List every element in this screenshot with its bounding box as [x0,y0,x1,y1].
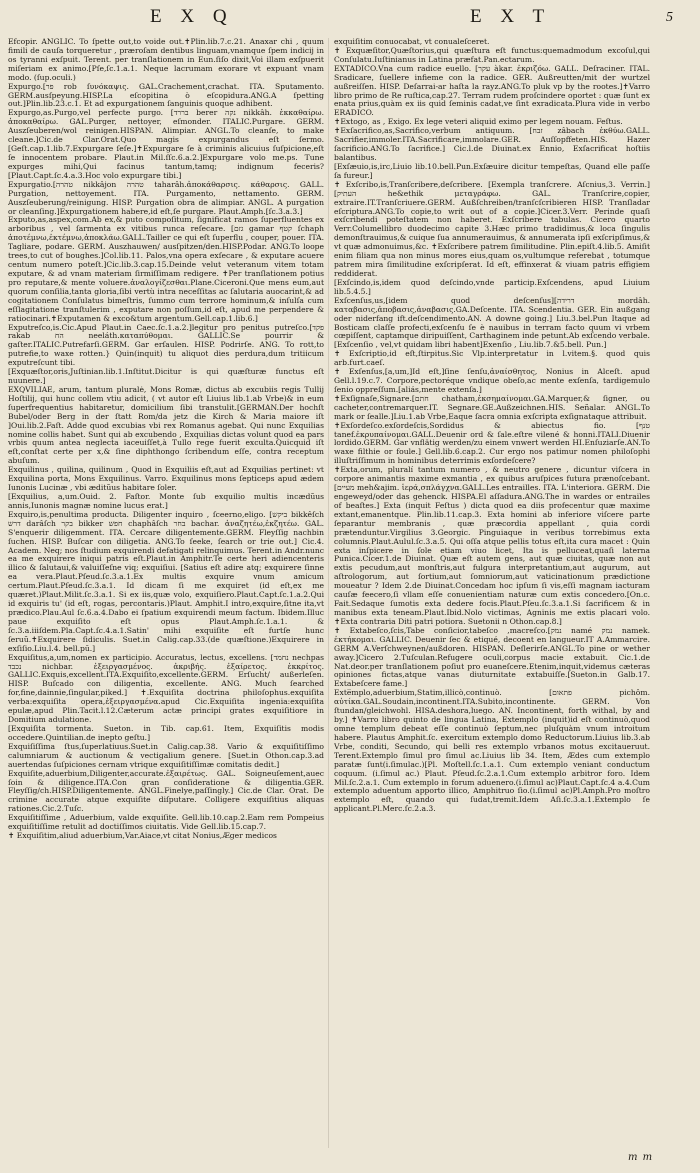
dictionary-entry: exquiſitim conuocabat, vt conualeſceret. [334,38,490,46]
dictionary-entry: Exquilinus , quilina, quilinum , Quod in Exquiliis eſt,aut ad Exquilias pertinet: vt Exquilina porta, Mons Exquilinus. Varro. Exquilinus mons ſepticeps apud ædem Iunonis Lucinæ , vbi æditũus habitare ſoler. [8,465,324,493]
dictionary-entry: ✝ Exſcriptio,id eſt,ſtirpitus.Sic Vlp.interpretatur in l.vitem.§. quod quis arb.furt.caeſ. [334,349,650,368]
dictionary-entry: Exquiſite,aduerbium,Diligenter,accurate.ἐξαιρέτως. GAL. Soigneuſement,auec ſoin & diligence.ITA.Con gran conſideratione & diligentia.GER. Fleyſſig/ch.HISP.Diligentemente. ANGL.Finelye,paſſingly.] Cic.de Clar. Orat. De crimine accurate atque exquiſite diſputare. Colligere exquiſitius aliquas rationes.Cic.2.Tuſc. [8,768,324,814]
dictionary-entry: ✝ Extabeſco,ſcis,Tabe conſicior,tabeſco ,macreſco.[נמק namé נמק namek. ἐκτήκομαι. GALLIC. Deuenir ſec & etiqué, decoent en langueur.IT A.Ammarcire. GERM A.Verſchweynen/außdoren. HISPAN. Deſlerirſe.ANGL.To pine or wether away.]Cicero 2.Tuſculan.Refugere oculi,corpus macie extabuit. Cic.1.de Nat.deor.per tranſlationem poſiut pro euaneſcere.Etenim,inquit,videmus cæteras opiniones fictas,atque vanas diuturnitate extabuiſſe.[Sueton.in Galb.17. Extabeſcere fame.] [334,625,650,689]
dictionary-entry: ✝Exſignaſe,Signare.[חתם chatham,ἐκσημαίνομαι.GA.Marquer,& ſigner, ou cacheter,contremarquer.IT. Segnare.GE.Außzeichnen.HIS. Señalar. ANGL.To mark or ſealle.]Liu.1.ab Vrbe,Eaque ſacra omnia exſcripta exſignataque attribuit. [334,393,650,421]
header-right-guide-word: E X T [470,6,552,27]
signature-mark: m m [628,1152,654,1163]
right-column [334,38,650,1148]
dictionary-entry: Exquiſiſſima ſtus,ſuperlatiuus.Suet.in Calig.cap.38. Vario & exquiſitiſſimo calumniarum & auctionum & vectigalium genere. [Suet.in Othon.cap.3.ad auertendas ſuſpiciones cernam vtrique exquiſitiſſimæ comitatis dedit.] [8,741,324,769]
dictionary-entry: [Exſcenſio , vel,vt quidam libri habent]Exenſio , Liu.lib.7.&5.bell. Pun.] [334,340,607,350]
dictionary-entry: [Exquæſtor,oris,Juſtinian.lib.1.Inſtitut.Dicitur is qui quæſturæ functus eſt nuunere.] [8,367,324,386]
dictionary-entry: [Exſæuio,is,irc,Liuio lib.10.bell.Pun.Exſæuire dicitur tempeſtas, Quand elle paſſe ſa fureur.] [334,161,650,180]
dictionary-entry: Exquiſitus,a,um,nomen ex participio. Accuratus, lectus, excellens. [נחמד nechpas נכבד nichbar. ἐξειργασμένος. ἀκριβής. ἐξαίρετος. ἐκκρίτος. GALLIC.Exquis,excellent.ITA.Exquiſito,excellente.GERM. Erſucht/ außerleſen. HISP. Buſcado con diligentia, excellente. ANG. Much ſearched for,fine,dainnie,ſingular,piked.] ✝.Exquiſita doctrina philoſophus.exquiſita verba:exquiſita opera,ἐξειργασμένα.apud Cic.Exquiſita ingenia:exquiſita epulæ,apud Plin.Tacit.l.12.Cæterum actæ principi grates exquiſitiore in Domitium adulatione. [8,652,324,725]
dictionary-entry: Expurgo.[פר rob ſυνόκαψις. GAL.Crachement,crachat. ITA. Sputamento. GERM.ausſpeyung.HISP.La eſcopitina ò eſcopidura.ANG.A ſpetting out.]Plin.lib.23.c.1. Et ad expurgationem ſanguinis quoque adhibent. [8,81,324,109]
dictionary-entry: [Exquiſita tormenta. Sueton. in Tib. cap.61. Item, Exquiſitis modis occedere.Quintilian.de inepto geſtu.] [8,723,324,742]
dictionary-entry: ✝Extogo, as , Exigo. Ex lege veteri aliquid eximo per legem nouam. Feſtus. [334,117,623,127]
dictionary-entry: ✝Exta,orum, pluralí tantum numero , & neutro genere , dicuntur viſcera in corpore animantis maxime exmantia , ex quibus aruſpices futura prænoſcebant. [מעיים meh&ajim. ἱερά,σπλάγχνα.GALL.Les entrailles. ITA. L'interiora. GERM. Die engeweyd/oder das gehenck. HISPA.El aſſadura.ANG.The in wardes or entrailes of beaſtes.] Exta (inquit Feſtus ) dicta quod ea diis profecentur quæ maxime extant,emanentque. Plin.lib.11.cap.3. Exta homini ab inferiore viſcere parte ſeparantur membranis , quæ præcordia appellant , quia cordi prætenduntur.Virgilius 3.Georgic. Pinguiaque in veribus torrebimus exta columnis.Plaut.Aulul.ſc.3.a.5. Qui oſſa atque pellis totus eſt,ita cura macet : Quin exta inſpicere in ſole etiam viuo licet, Ita is pelluceat,quaſi laterna Punica.Cicer.1.de Diuinat. Quæ eſt autem gens, aut quæ ciuitas, quæ non aut extis pecudum,aut monſtris,aut fulgura interpretantium,aut augurum, aut aſtrologorum, aut ſortium,aut ſomniorum,aut vaticinationum prædictione moueatur ? Idem 2.de Diuinat.Concedam hoc ipſum ſi vis,eſſi magnam iacturam cauſæ feecero,ſi vllam eſſe conuenientiam naturæ cum extis concedero.[On.c. Fait.Sedaque ſumotis exta dedere focis.Plaut.Pſeu.ſc.3.a.1.Si ſacrificem & in manibus exta teneam.Plaut.Ibid.Nolo victimas, Agninis me extis placari volo. ✝Exta contraria Diti patri potiora. Suetonii n Othon.cap.8.] [334,465,650,626]
dictionary-entry: [Exquilius, a,um.Ouid. 2. Faſtor. Monte ſub exquilio multis incædũus annis,Iunonis magnæ nomine lucus erat.] [8,492,324,510]
dictionary-entry: EXTADICO.Vna cum radice euello. [עקר àkar. ἐκριζόω. GALL. Deſraciner. ITAL. Sradicare, ſuellere infieme con la radice. GER. Außreutten/mit der wurtzel außreiſſen. HISP. Deſarrai-ar haſta la rayz.ANG.To pluk vp by the rootes.]✝Varro libro primo de Re ruſtica,cap.27. Terram rudem proſcindere oportet : quæ ſunt ex enata prius,quàm ex iis quid ſeminis cadat,ve ſint exradicata.Plura vide in verbo ERADICO. [334,63,650,118]
dictionary-entry: [Exſcindo,is,idem quod deſcindo,vnde particip.Exſcendens, apud Liuium lib.5.4.5.] [334,277,650,296]
dictionary-entry: EXQVILIAE, arum, tantum pluralė, Mons Romæ, dictus ab excubiis regis Tullij Hoſtilij, qui hunc collem vtiu adicit, ( vt autor eſt Liuius lib.1.ab Vrbe)& in eum ſuperfrequentius habitaretur, domicilium ſibi transtulit.[GERMAN.Der hochſt Bubel/oder Berg in der ſtatt Rom/da jetz die Kirch & Maria maiore iſt ]Oui.lib.2.Faſt. Adde quod excubias vbi rex Romanus agebat. Qui nunc Exquilias nomine collis habet. Sunt qui ab excubendo , Exquilias dictas volunt quod ea pars vrbis quum antea neglecta iaceuiſſet,à Tullo rege fuerit exculta.Quicquid iſt eſt,conſtat certe per x,& ſine diphthongo ſcribendum eſſe, contra receptum abuſum. [8,384,324,466]
dictionary-entry: Exſcenſus,us,[idem quod deſcenſus][דרידה mordâh. καταβασις,ἀποβασις,ἀναβασις.GA.Deſcente. ITA. Scendentia. GER. Ein außgang oder niderfang ift.deſcendimento.AN. A downe going.] Liu.3.bel.Pun Itaque ad Bosticam claſſe profecti,exſcenſu ſe è nauibus in terram facto quum vi vrbem cœpiſſent, captamque diripuiſſent, Carthaginem inde petunt.Ab exſcendo verbale. [334,295,650,341]
dictionary-entry: Expurgatio.[טהרה nikkâjon טהרה taharâh.ἀποκάθαρσις. κάθαρσις. GALL. Purgation, nettoyement. ITA. Purgamento, nettamento. GERM. Auszſeuberung/reinigung. HISP. Purgation obra de alimpiar. ANGL. A purgation or cleanſing.]Expurgationem habere,id eſt,ſe purgare. Plaut.Amph.[ſc.3.a.3.] [8,179,324,216]
dictionary-entry: ✝ Exſcribo,is,Tranſcribere,deſcribere. [Exempla tranſcrere. Aſcnius,3. Verrin.] [העתיק he&ethik μεταγράφω. GAL. Tranſcrire,copier, extraire.IT.Tranſcriuere.GERM. Außſchreiben/tranſcſcribieren HISP. Tranſladar eſcriptura.ANG.To copie,to writ out of a copie.]Cicer.3.Verr. Perinde quaſi exſcribendi poteſtatem non haberet. Exſcribere tabulas. Cicero quarto Verr.Columellibro duodecimo capite 3.Hæc primo tradidimus,& loca ſingulis demonſtrauimus,& cuique ſua annumerauimus, & annumerata ipſi exſcripſimus,& vt quæ admonuimus,&c. ✝Exſcribere patrem ſimilitudine. Plin.epiſt.4.lib.5. Amiſit enim filiam qua non minus mores eius,quam os,vultumque referebat , totumque patrem mira ſimilitudine exſcripſerat. Id eſt, effinxerat & viuam patris effigiem reddiderat. [334,179,650,278]
dictionary-entry: Exquiro,is,penultima producta. Diligenter inquiro , ſceerno,eligo. [ביקש bikkêſch דרש darâſch בקר bikker חפש chaphâſch בחר bachar. ἀναζητέω,ἐκζητέω. GAL. S'enquerir diligemment. ITA. Cercare diligentemente.GERM. Fleyſſig nachbin ſuchen. HISP. Buſcar con diligetia. ANG.To ſeeke, ſearch or trie out.] Cic.4. Academ. Neq; nos ſtudium exquirendi defatigati relinquimus. Terent.in Andr.nunc ea me exquirere iniqui patris eſt.Plaut.in Amphitr.Te certe heri adiencenteris illico & ſalutaui,& valuiſſeſne viq; exquiſiui. [Satius eſt adire atq; exquirere ſinne ea vera.Plaut.Pſeud.ſc.3.a.1.Ex multis exquire vnum amicum certum.Plaut.Pſeud.ſc.3.a.1. Id dicam ſi me exquiret (id eſt,ex me quæret.)Plaut.Milit.ſc.3.a.1. Si ex iis,quæ volo, exquiſiero.Plaut.Capt.ſc.1.a.2.Qui id exquiris tu' (id eſt, rogas, percontaris.)Plaut. Amphit.I intro,exquire,ſitne ita,vt prædico.Plau.Aul ſc.6.a.4.Dabo ei ſpatium exquirendi meum factum. Ibidem.Illuc paue exquiſito eſt opus Plaut.Amph.ſc.1.a.1. & ſc.3.a.iiiſdem.Pla.Capt.ſc.4.a.1.Satin' mihi exquiſite eſt furtſe hunc ſeruũ.✝Exquirere ſidiculis. Suet.in Calig.cap.33.(de quæſtione.)Exquirere in exſiſio.Liu.l.4. bell.pū.] [8,509,324,653]
dictionary-entry: ✝Exſacrifico,as,Sacrifico,verbum antiquum. [זבח zâbach ἐκθύω.GALL. Sacrifier,immoler.ITA.Sacrificare,immolare.GER. Auſſopffeten.HIS. Hazer ſacrificio.ANG.To ſacrifice.] Cic.l.de Diuinat.ex Ennio, Exſacrificat hoſtiis balantibus. [334,126,650,162]
dictionary-entry: Efcopir. ANGLIC. To ſpette out,to voide out.✝Plin.lib.7.c.21. Anaxar chi , quum fimili de cauſa torqueretur , præroſam dentibus linguam,vnamque ſpem indicij in os tyranni exſpuit. Terent. per tranſlationem in Eun.ſiſo dixit,Voi illam exſpuerit miſeriam ex animo.[Pſe,ſc.1.a.1. Neque lacrumam exorare vt expuant vnam modo. (ſup.oculi.) [8,38,324,82]
column-divider [328,38,329,1148]
header-left-guide-word: E X Q [150,6,234,27]
dictionary-entry: Exte̅mplo,aduerbium,Statim,illicò,continuò. [פתאום pichôm. αὐτίκα.GAL.Soudain,incontinent.ITA.Subito,incontinente. GERM. Von ſtundan/gleichwohl. HISA.deshora,luego. AN. Incontinent, forth withal, by and by.] ✝Varro libro quinto de lingua Latina, Extemplo (inquit)id eſt continuò,quod omne templum debeat eſſe continuò ſeptum,nec pluſquàm vnum introitum habere. Plautus Amphit.ſc. exercitum extemplo domo Reductorum.Liuius lib.3.ab Vrbe, conditi, Secundo, qui belli res extemplo vrbanos motus excitaueruut. Terent.Extemplo ſimul pro ſimul ac.Liuius lib 34. Item, Ædes cum extemplo paratæ ſunt(i.ſimulac.)[Pl. Moſtell.ſc.1.a.1. Cum extemplo veniant conductum coquum. (i.ſimul ac.) Plaut. Pſeud.ſc.2.a.1.Cum extemplo arbitror foro. Idem Mil.ſc.2.a.1. Cum extemplo in forum aduenero.(i.ſimul ac)Plaut.Capt.ſc.4 a.4.Cum extemplo aduentum apporto illico, Amphitruo ſio.(i.ſimul ac)Pl.Amph.Pro moſtro extemplo eſt, quando qui ſudat,tremit.Idem Aſi.ſc.3.a.1.Extemplo ſe applicant.Pl.Merc.ſc.2.a.3. [334,688,650,814]
dictionary-entry: ✝ Exquiſitim,aliud aduerbium,Var.Aiace,vt citat Nonius,Æger medicos [8,831,277,841]
dictionary-entry: Exputo,as,aspex,com.Ab ex,& puto compoſitum, ſignificat ramos ſuperfluentes ex arboribus , vel ſarmenta ex vitibus runca reſecare. [גזם gamar קטף ſchaph ἀποτέμνω,ἐκτέμνω,ἀποκλάω.GALL.Tailler ce qui eſt ſuperflu , couper, pouer. ITA. Tagliare, podare. GERM. Auszhauwen/ ausſpitzen/den.HISP.Podar. ANG.To loope trees,to cut of boughes.]Col.lib.11. Palos,vna opera exſecare , & exputare acuere centum numero poteſt.]Cic.lib.3.cap.15.Deinde velut veteranum vitem totam exputare, & ad vnam materiam ſirmiſſimam redigere. ✝Per tranſlationem potius pro reputare,& mente voluere.ἀναλογίζεσθαι.Plane.Ciceroni.Que mens eum,aut quorum conſilia,tanta gloria,ſibi vertù intra neceſſitas ac ſalutaria auocarint,& ad cogitationem Conſulatus bimeſtris, ſummo cum terrore hominum,& inſulſa cum eſſlagitatione tranſtulerim , exputare non poſſum,id eſt, apud me perpendere & ratiocinari.✝Exputamen & exco&tum argentum.Gell.cap.1.lib.6.] [8,215,324,323]
dictionary-entry: ✝ Exſenſus,[a,um,]Id eſt,]ſine ſenſu,ἀναίσθητος, Nonius in Alceſt. apud Gell.l.19.c.7. Corpore,pectoréque vndique obeſo,ac mente exſenſa, tardigemulo ſenio oppreſſum.[aliás,mente extenſa.] [334,367,650,394]
page-number: 5 [666,10,673,25]
dictionary-entry: Expurgo,as.Purgo,vel perfecte purgo. [בררד berer נקה nikkâh. ἐκκαθαίρω. ἀποκαθαίρω. GAL.Purger, nettoyer, eſmonder. ITALIC.Purgare. GERM. Auszſeuberen/wol reinigen.HISPAN. Alimpiar. ANGL.To cleanſe, to make cleane.]Cic.de Clar.Orat.Quo magis expurgandus eſt ſermo. [Geſt.cap.1.lib.7.Expurgare ſeſe.]✝Expurgare ſe à criminis alicuius ſuſpicione,eſt ſe innocentem probare. Plaut.in Mil.ſſc.6.a.2.]Expurgare volo me.ps. Tune expurges mihi,Qui facinus tantum,tamq; indignum feceris?[Plaut.Capt.ſc.4.a.3.Hoc volo expurgare tibi.] [8,108,324,180]
left-column [8,38,324,1148]
dictionary-entry: ✝Exſordeſco.exſordeſcis,Sordidus & abiectus fio. [טנף tanef.ἐκρυπαίνομαι.GALL.Deuenir ord & ſale.eſtre vilené & honni.ITALI.Diuenir lordido.GERM. Gar vnflätig werden/zu einem vnwert werden HI.Enſuziarſe.AN.To waxe filthie or foule.] Gell.lib.6.cap.2. Cur ergo nos patimur nomen philoſophi illuſtriſſimum in hominibus deterrimis exſordeſcere? [334,420,650,466]
running-header [0,4,700,34]
dictionary-entry: Exputreſco,is.Cic.Apud Plaut.in Caec.ſc.1.a.2.]legitur pro penitus putreſco.[פקד rakab הח neeláth.καταπύθομαι. GALLIC.Se pourrir & gaſter.ITALIC.Putrefarſi.GERM. Gar erſaulen. HISP. Podrirſe. ANG. To rott,to putrefie,to waxe rotten.} Quin(inquit) tu aliquot dies perdura,dum tritiicum exputreſcunt tibi. [8,322,324,368]
dictionary-entry: ✝ Exquæſitor,Quæſtorius,qui quæſtura eſt functus:quemadmodum excoſul,qui Conſulatu.Iuſtinianus in Latina præfat.Pan.ectarum. [334,45,650,64]
dictionary-entry: Exquiſitiſſime , Aduerbium, valde exquiſite. Gell.lib.10.cap.2.Eam rem Pompeius exquiſitiſſime retulit ad doctiſſimos ciuitatis. Vide Gell.lib.15.cap.7. [8,813,324,832]
